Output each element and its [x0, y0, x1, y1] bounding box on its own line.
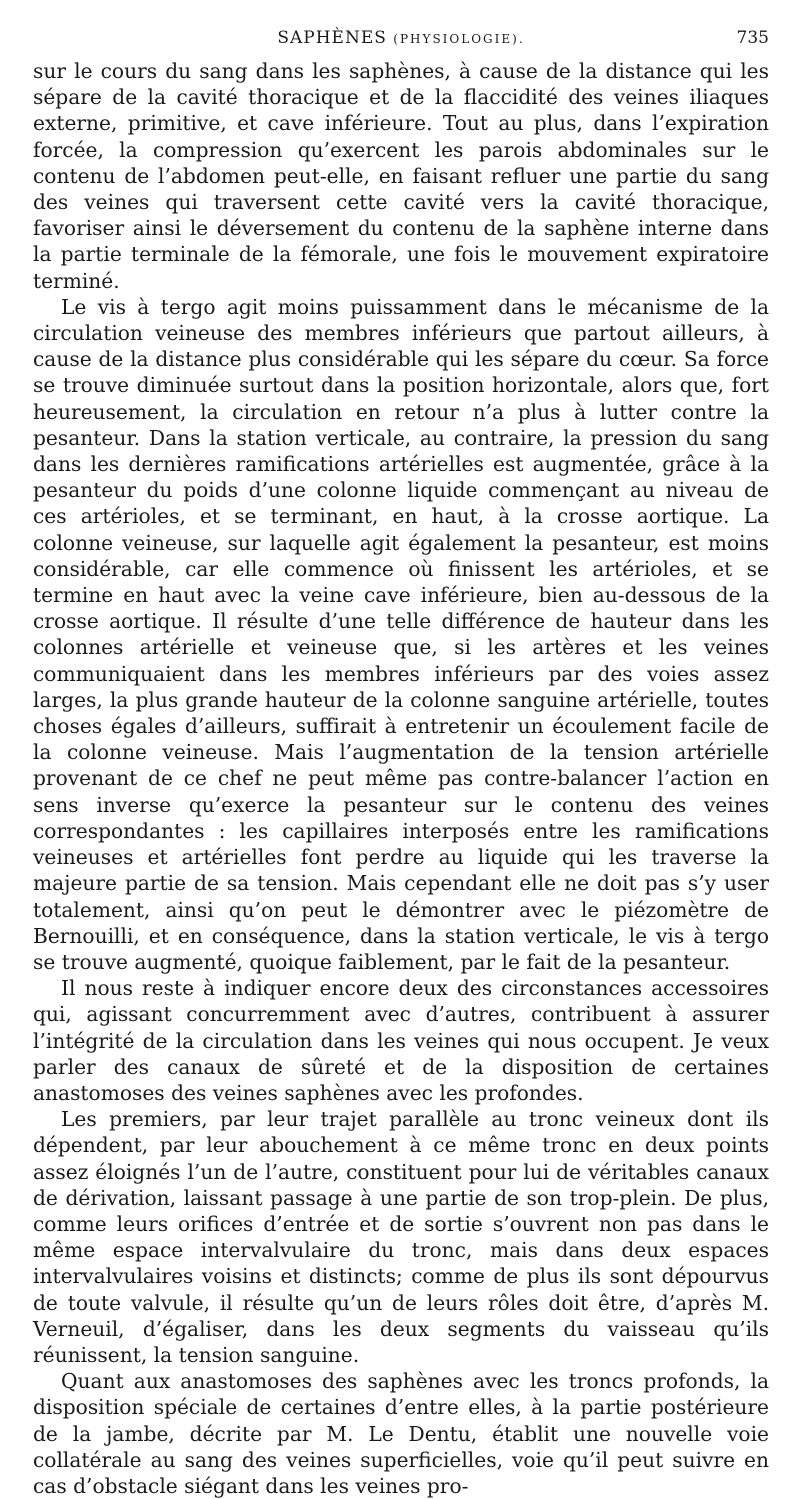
book-page [33, 0, 769, 1498]
page-number: 735 [736, 28, 769, 48]
paragraph-continuation: sur le cours du sang dans les saphènes, à cause de la distance qui les sépare de la cavité thoracique et de la flaccidité des veines iliaques externe, primitive, et cave inférieure. Tout au plus, dans l’expiration forcée, la compression qu’exercent les parois abdominales sur le contenu de l’abdomen peut-elle, en faisant refluer une partie du sang des veines qui traversent cette cavité vers la cavité thoracique, favoriser ainsi le déversement du contenu de la saphène interne dans la partie terminale de la fémorale, une fois le mouvement expiratoire terminé. [33, 59, 769, 293]
running-title-main: SAPHÈNES [277, 28, 387, 48]
page-header [33, 0, 769, 58]
paragraph-vis-a-tergo: Le vis à tergo agit moins puissamment dans le mécanisme de la circulation veineuse des membres inférieurs que partout ailleurs, à cause de la distance plus considérable qui les sépare du cœur. Sa force se trouve diminuée surtout dans la position horizontale, alors que, fort heureusement, la circulation en retour n’a plus à lutter contre la pesanteur. Dans la station verticale, au contraire, la pression du sang dans les dernières ramifications artérielles est augmentée, grâce à la pesanteur du poids d’une colonne liquide commençant au niveau de ces artérioles, et se terminant, en haut, à la crosse aortique. La colonne veineuse, sur laquelle agit également la pesanteur, est moins considérable, car elle commence où finissent les artérioles, et se termine en haut avec la veine cave inférieure, bien au-dessous de la crosse aortique. Il résulte d’une telle différence de hauteur dans les colonnes artérielle et veineuse que, si les artères et les veines communiquaient dans les membres inférieurs par des voies assez larges, la plus grande hauteur de la colonne sanguine artérielle, toutes choses égales d’ailleurs, suffirait à entretenir un écoulement facile de la colonne veineuse. Mais l’augmentation de la tension artérielle provenant de ce chef ne peut même pas contre-balancer l’action en sens inverse qu’exerce la pesanteur sur le contenu des veines correspondantes : les capillaires interposés entre les ramifications veineuses et artérielles font perdre au liquide qui les traverse la majeure partie de sa tension. Mais cependant elle ne doit pas s’y user totalement, ainsi qu’on peut le démontrer avec le piézomètre de Bernouilli, et en conséquence, dans la station verticale, le vis à tergo se trouve augmenté, quoique faiblement, par le fait de la pesanteur. [33, 294, 769, 974]
paragraph-safety-canals: Les premiers, par leur trajet parallèle au tronc veineux dont ils dépendent, par leur abouchement à ce même tronc en deux points assez éloignés l’un de l’autre, constituent pour lui de véritables canaux de dérivation, laissant passage à une partie de son trop-plein. De plus, comme leurs orifices d’entrée et de sortie s’ouvrent non pas dans le même espace intervalvulaire du tronc, mais dans deux espaces intervalvulaires voisins et distincts; comme de plus ils sont dépourvus de toute valvule, il résulte qu’un de leurs rôles doit être, d’après M. Verneuil, d’égaliser, dans les deux segments du vaisseau qu’ils réunissent, la tension sanguine. [33, 1107, 769, 1367]
running-title-subtitle: (PHYSIOLOGIE). [393, 32, 525, 46]
running-title [33, 28, 769, 48]
body-text [33, 58, 769, 1499]
paragraph-anastomoses: Quant aux anastomoses des saphènes avec les troncs profonds, la disposition spéciale de certaines d’entre elles, à la partie postérieure de la jambe, décrite par M. Le Dentu, établit une nouvelle voie collatérale au sang des veines superficielles, voie qu’il peut suivre en cas d’obstacle siégant dans les veines pro- [33, 1369, 769, 1498]
paragraph-accessory-circumstances: Il nous reste à indiquer encore deux des circonstances accessoires qui, agissant concurremment avec d’autres, contribuent à assurer l’intégrité de la circulation dans les veines qui nous occupent. Je veux parler des canaux de sûreté et de la disposition de certaines anastomoses des veines saphènes avec les profondes. [33, 976, 769, 1105]
